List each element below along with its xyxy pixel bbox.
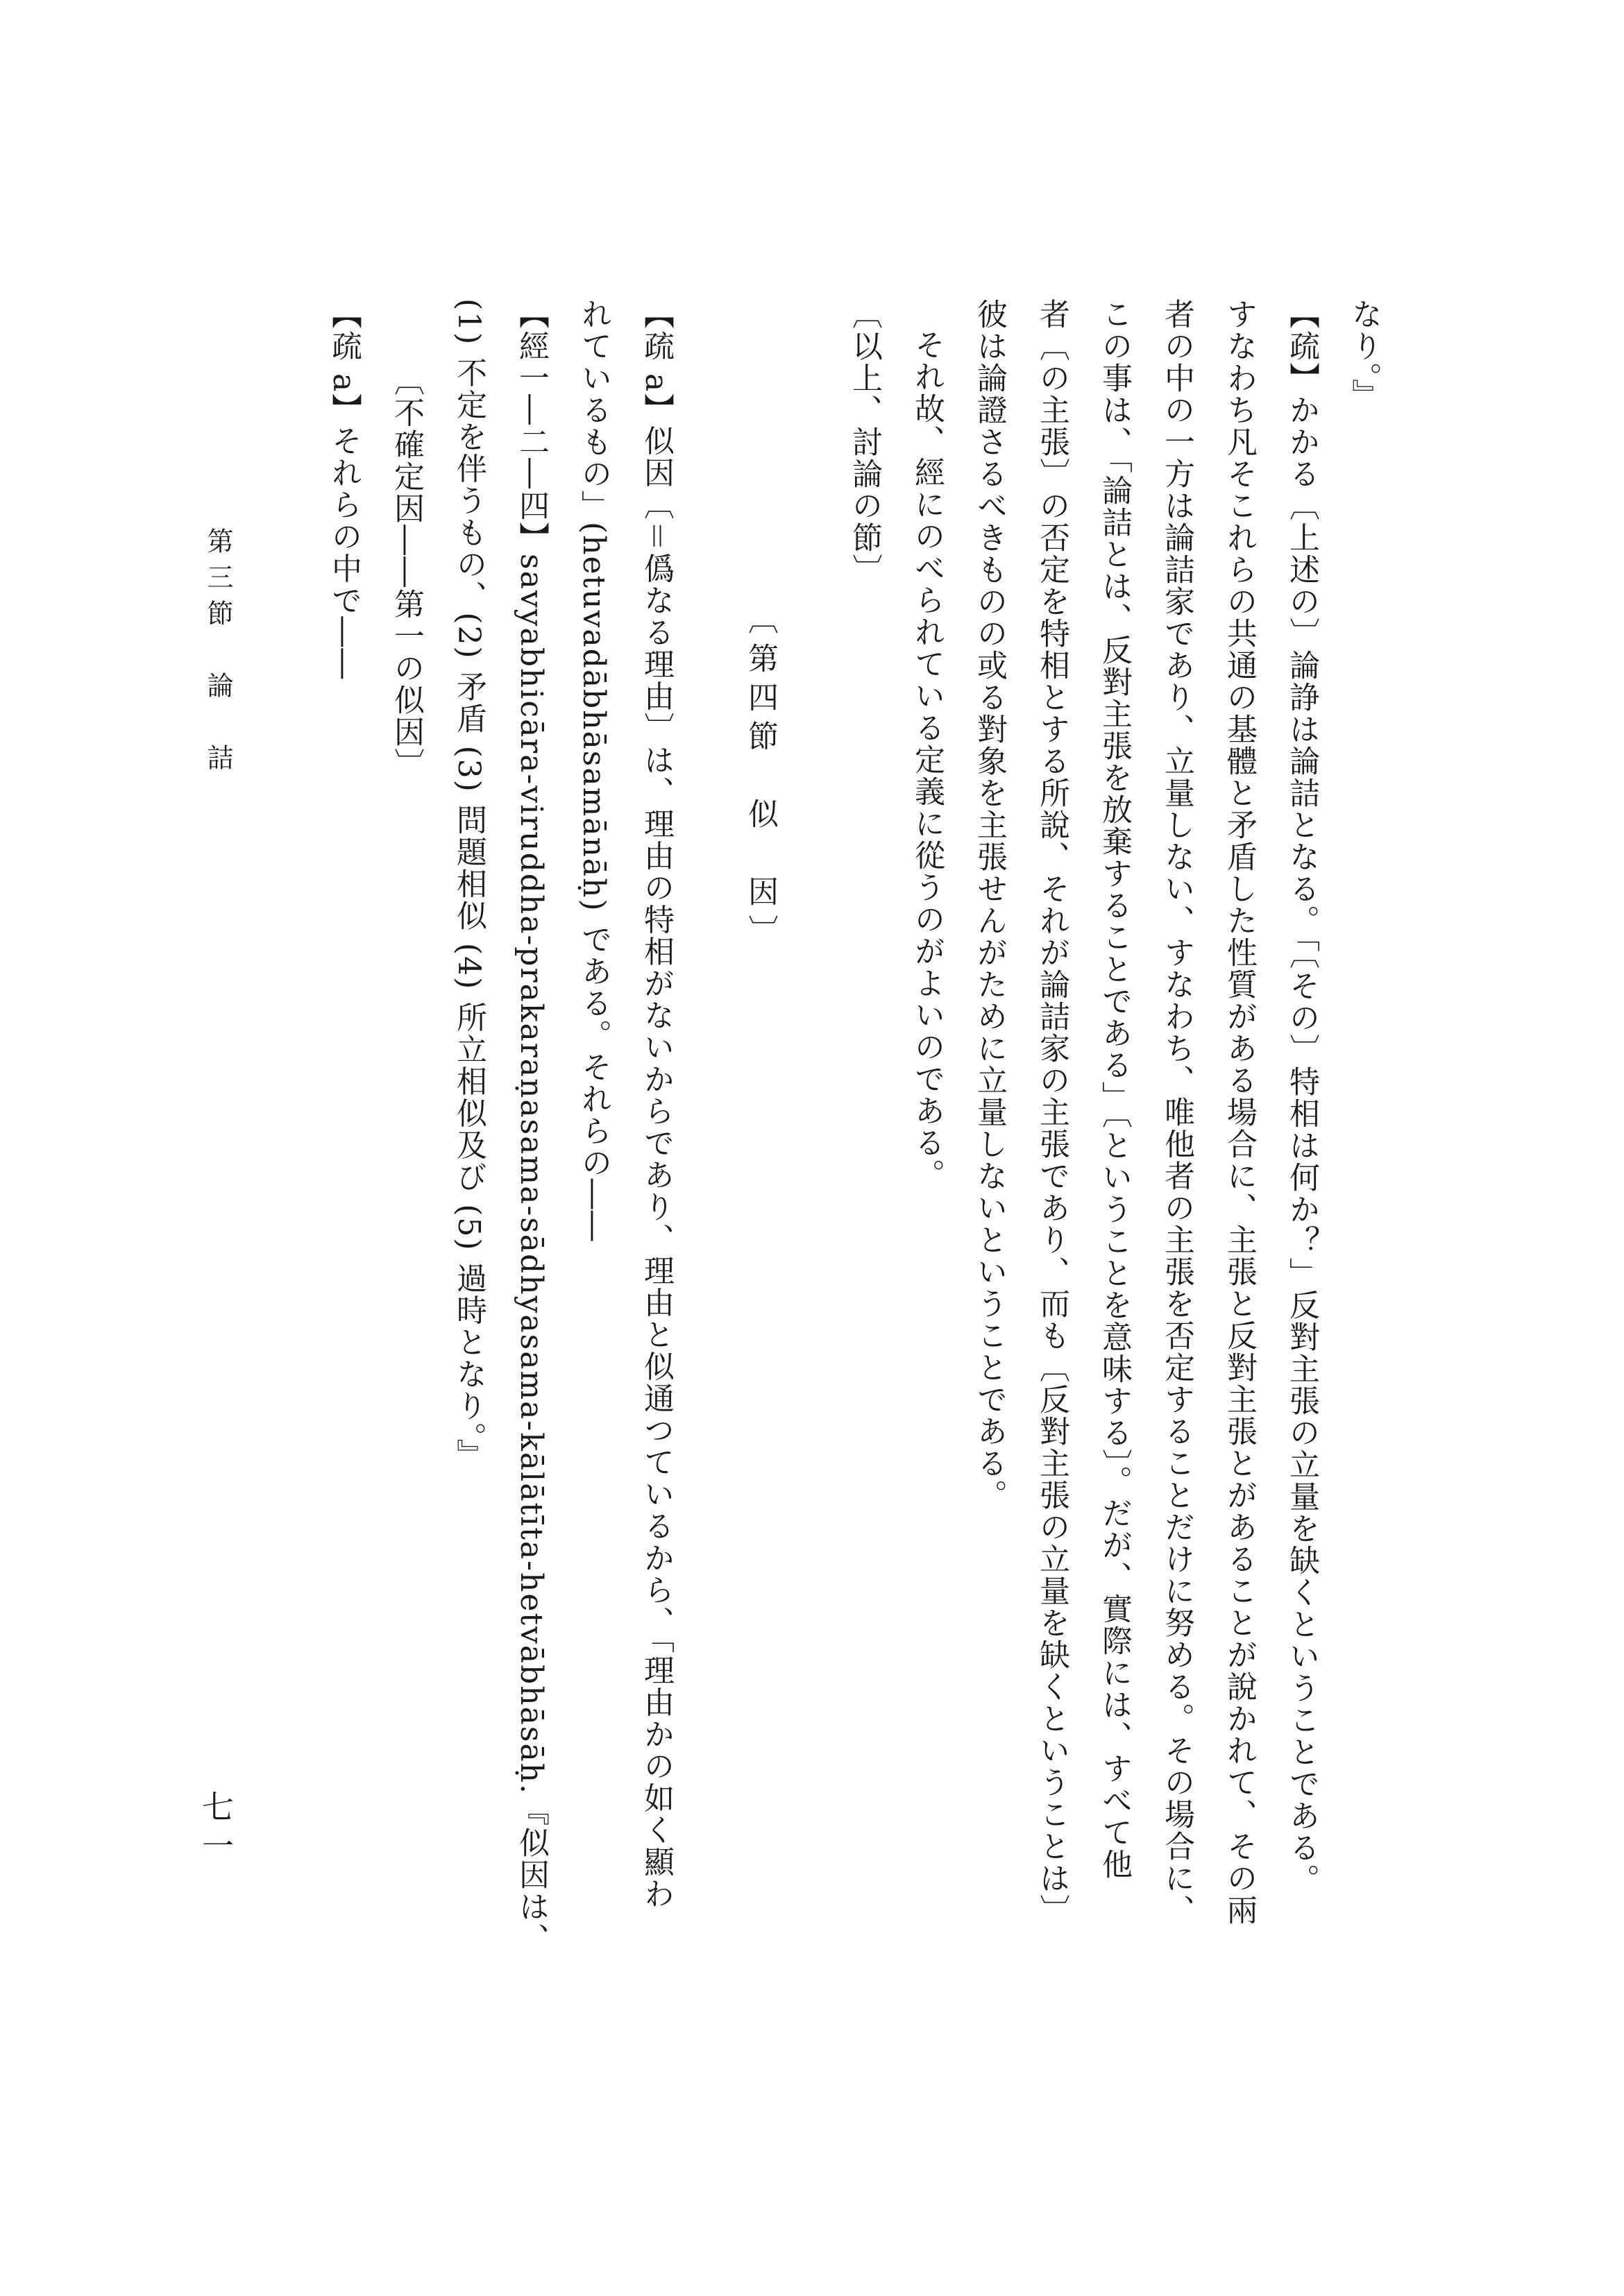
page-number: 七一 <box>197 1790 235 1868</box>
text-line: 彼は論證さるべきものの或る對象を主張せんがために立量しないということである。 <box>972 298 1007 1511</box>
text-line: 【經一―二―四】savyabhicāra-viruddha-prakaraṇasama-sādhyasama-kālātīta-hetvābhāsāḥ.『似因は、 <box>514 298 549 1955</box>
text-line: なり。』 <box>1346 298 1382 411</box>
text-line: 【疏】かかる〔上述の〕論諍は論詰となる。「〔その〕特相は何か？」反對主張の立量を缺くということである。 <box>1284 298 1319 1896</box>
text-line: (1) 不定を伴うもの、(2) 矛盾 (3) 問題相似 (4) 所立相似及び (5) 過時となり。』 <box>451 298 487 1471</box>
section-heading: 〔第四節 似 因〕 <box>743 604 778 953</box>
text-line: 〔以上、討論の節〕 <box>847 298 882 586</box>
subsection-heading: 〔不確定因――第一の似因〕 <box>389 365 424 780</box>
vertical-body-text <box>312 298 1395 1978</box>
text-line: れているもの」(hetuvadābhāsamānāḥ) である。それらの―― <box>576 298 611 1243</box>
running-head: 第三節 論 詰 <box>203 527 233 780</box>
text-line: 者〔の主張〕の否定を特相とする所說、それが論詰家の主張であり、而も〔反對主張の立量を缺くということは〕 <box>1034 298 1069 1926</box>
text-line: それ故、經にのべられている定義に從うのがよいのである。 <box>909 329 945 1191</box>
text-line: この事は、「論詰とは、反對主張を放棄することである」〔ということを意味する〕。だが、實際には、すべて他 <box>1097 298 1132 1880</box>
text-line: 【疏 a】似因〔＝僞なる理由〕は、理由の特相がないからであり、理由と似通つているから、「理由かの如く顯わ <box>638 298 674 1910</box>
text-line: 者の中の一方は論詰家であり、立量しない、すなわち、唯他者の主張を否定することだけに努める。その場合に、 <box>1159 298 1194 1926</box>
text-line: 【疏 a】それらの中で―― <box>326 298 362 681</box>
text-line: すなわち凡そこれらの共通の基體と矛盾した性質がある場合に、主張と反對主張とがあることが說かれて、その兩 <box>1221 298 1257 1926</box>
